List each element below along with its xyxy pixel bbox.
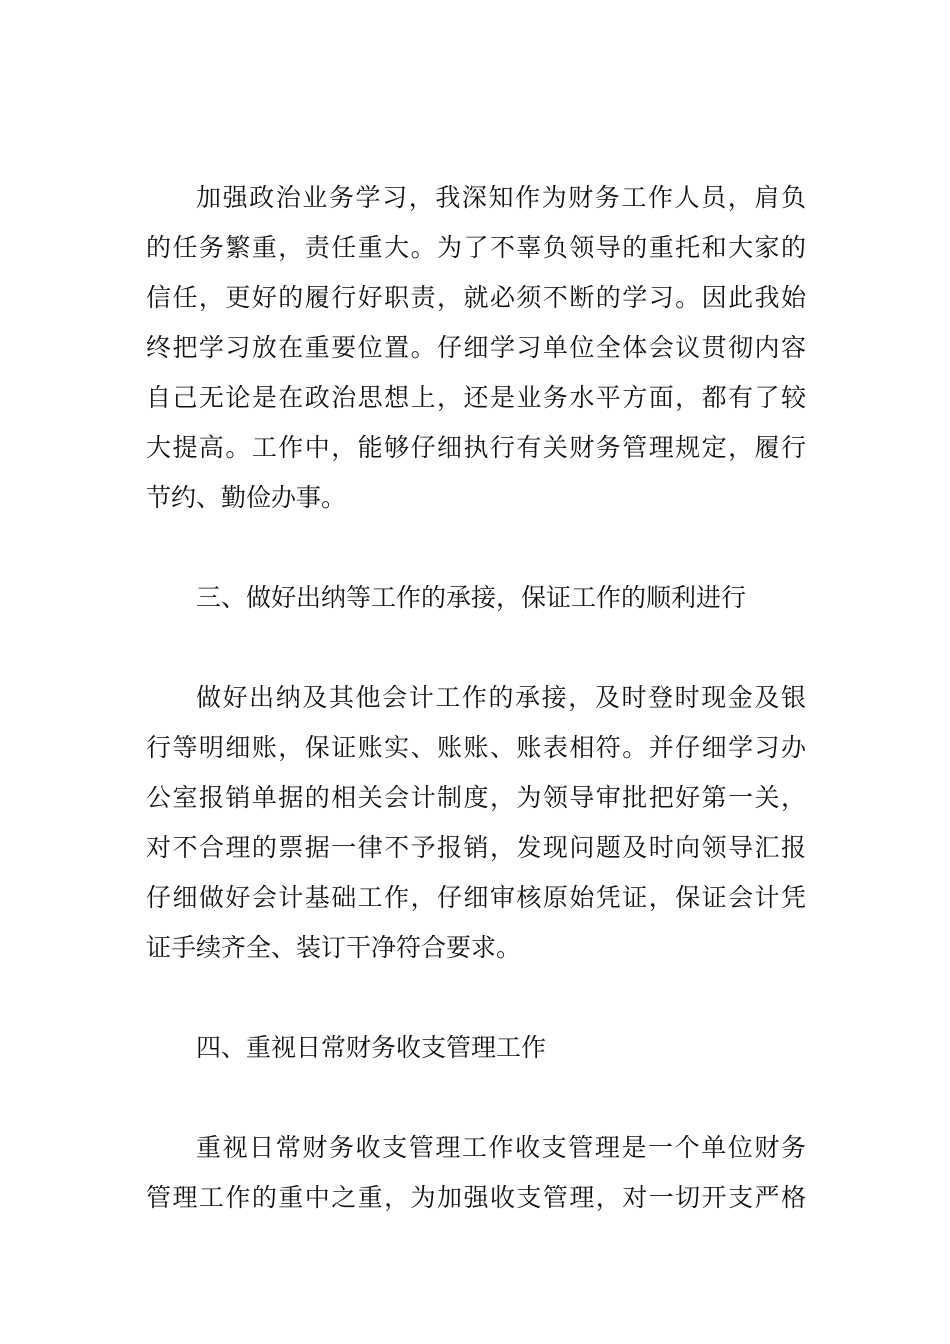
paragraph-1-line-3: 信任，更好的履行好职责，就必须不断的学习。因此我始	[146, 283, 806, 312]
paragraph-2-line-6: 证手续齐全、装订干净符合要求。	[146, 933, 522, 962]
section-heading-4: 四、重视日常财务收支管理工作	[196, 1033, 547, 1062]
paragraph-2-line-5: 仔细做好会计基础工作，仔细审核原始凭证，保证会计凭	[146, 883, 806, 912]
paragraph-2-line-3: 公室报销单据的相关会计制度，为领导审批把好第一关，	[146, 783, 806, 812]
paragraph-1-line-1: 加强政治业务学习，我深知作为财务工作人员，肩负	[196, 183, 806, 212]
paragraph-1-line-6: 大提高。工作中，能够仔细执行有关财务管理规定，履行	[146, 433, 806, 462]
paragraph-2-line-4: 对不合理的票据一律不予报销，发现问题及时向领导汇报	[146, 833, 806, 862]
paragraph-1-line-7: 节约、勤俭办事。	[146, 483, 347, 512]
section-heading-3: 三、做好出纳等工作的承接，保证工作的顺利进行	[196, 583, 747, 612]
paragraph-3-line-2: 管理工作的重中之重，为加强收支管理，对一切开支严格	[146, 1183, 806, 1212]
paragraph-3-line-1: 重视日常财务收支管理工作收支管理是一个单位财务	[196, 1133, 806, 1162]
paragraph-1-line-4: 终把学习放在重要位置。仔细学习单位全体会议贯彻内容	[146, 333, 806, 362]
paragraph-1-line-5: 自己无论是在政治思想上，还是业务水平方面，都有了较	[146, 383, 806, 412]
paragraph-1-line-2: 的任务繁重，责任重大。为了不辜负领导的重托和大家的	[146, 233, 806, 262]
paragraph-2-line-2: 行等明细账，保证账实、账账、账表相符。并仔细学习办	[146, 733, 806, 762]
paragraph-2-line-1: 做好出纳及其他会计工作的承接，及时登时现金及银	[196, 683, 806, 712]
